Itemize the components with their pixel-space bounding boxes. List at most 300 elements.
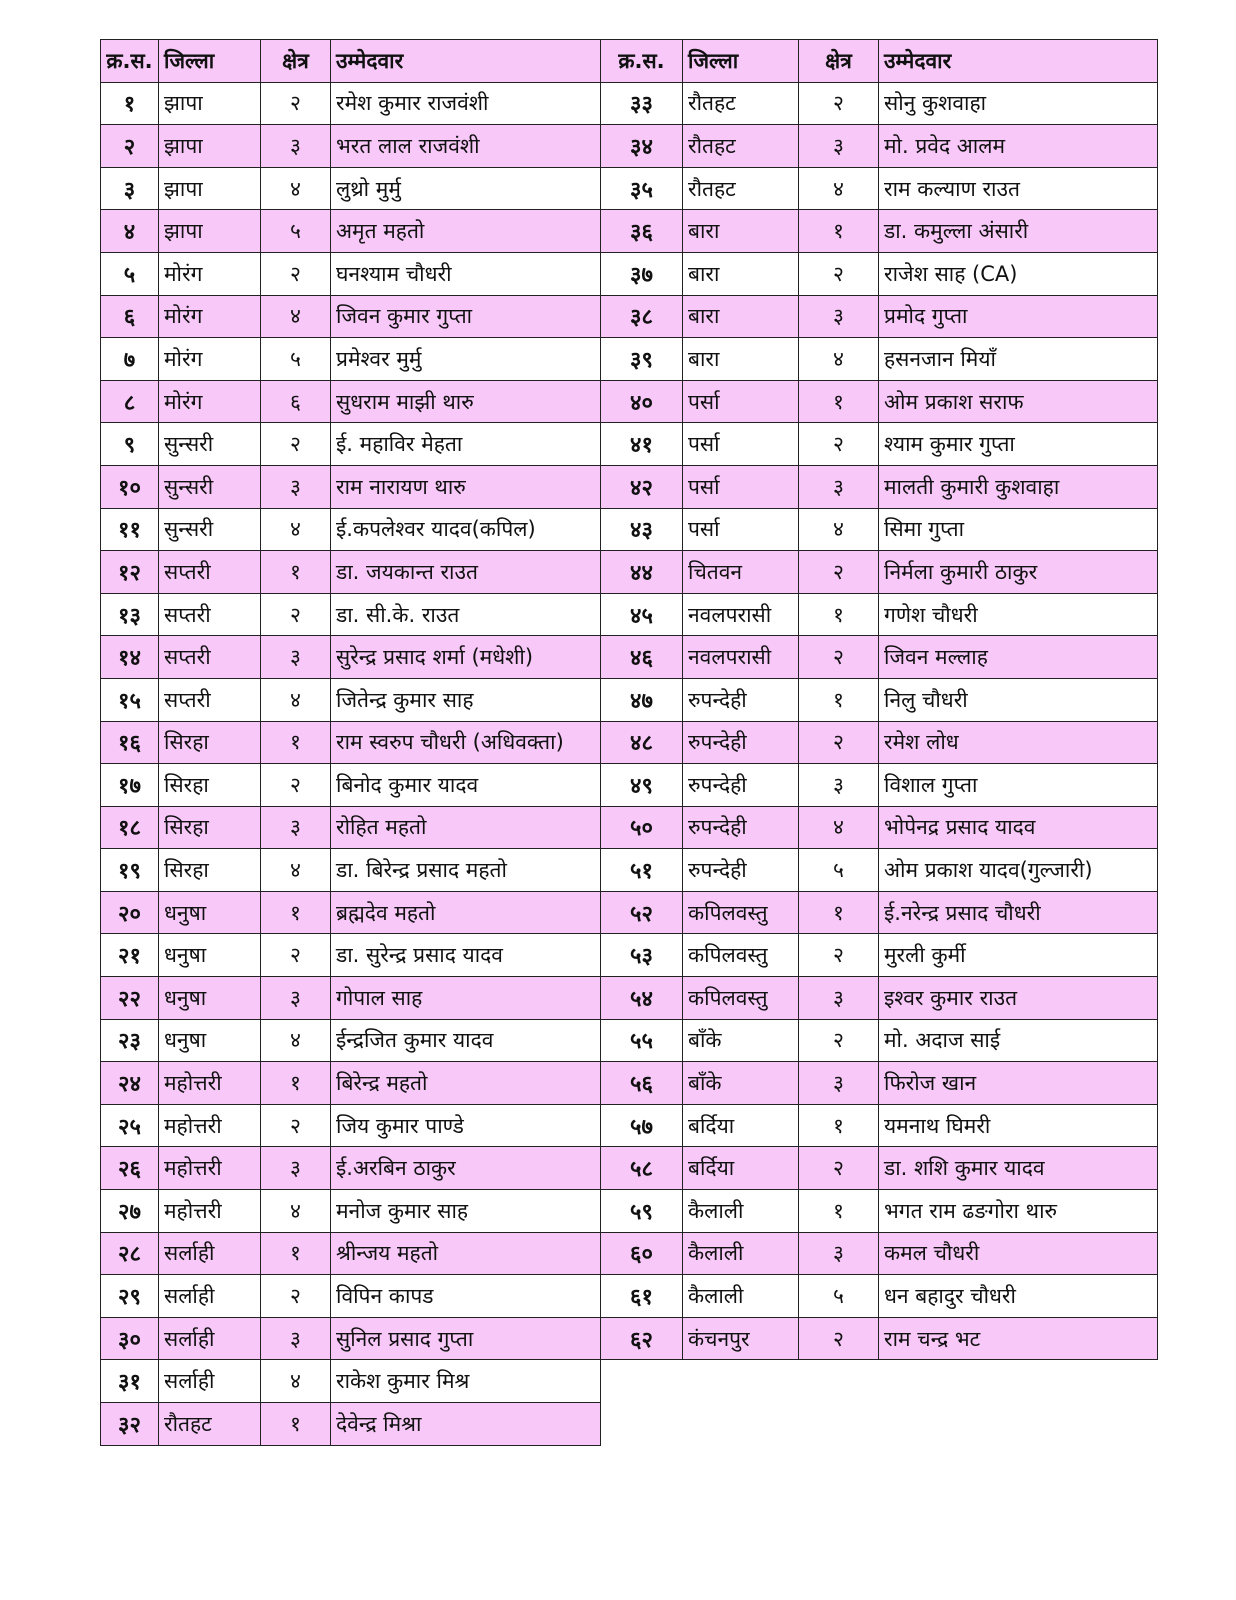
table-row — [601, 721, 1158, 764]
constituency-cell: ३ — [799, 125, 879, 168]
district-cell: सिरहा — [159, 806, 261, 849]
table-row — [601, 252, 1158, 295]
constituency-cell: ४ — [799, 508, 879, 551]
serial-cell: १९ — [101, 849, 159, 892]
serial-cell: २३ — [101, 1019, 159, 1062]
district-cell: महोत्तरी — [159, 1062, 261, 1105]
table-row — [601, 1062, 1158, 1105]
district-cell: सप्तरी — [159, 551, 261, 594]
constituency-cell: ३ — [261, 1147, 331, 1190]
serial-cell: ५० — [601, 806, 683, 849]
constituency-cell: ४ — [799, 806, 879, 849]
constituency-cell: १ — [261, 1403, 331, 1446]
district-cell: महोत्तरी — [159, 1104, 261, 1147]
serial-cell: २९ — [101, 1275, 159, 1318]
district-cell: मोरंग — [159, 380, 261, 423]
table-row — [601, 1275, 1158, 1318]
serial-cell: ६१ — [601, 1275, 683, 1318]
candidate-cell: निलु चौधरी — [879, 678, 1158, 721]
district-cell: धनुषा — [159, 1019, 261, 1062]
district-cell: रुपन्देही — [683, 721, 799, 764]
constituency-cell: २ — [799, 551, 879, 594]
district-cell: मोरंग — [159, 338, 261, 381]
serial-cell: ९ — [101, 423, 159, 466]
table-row — [601, 508, 1158, 551]
district-cell: झापा — [159, 82, 261, 125]
constituency-cell: ३ — [261, 977, 331, 1020]
district-cell: झापा — [159, 125, 261, 168]
table-row — [601, 82, 1158, 125]
table-row — [101, 125, 601, 168]
constituency-cell: ४ — [799, 338, 879, 381]
constituency-cell: १ — [261, 891, 331, 934]
candidate-cell: सिमा गुप्ता — [879, 508, 1158, 551]
table-row — [601, 593, 1158, 636]
table-row — [101, 295, 601, 338]
constituency-cell: २ — [261, 1104, 331, 1147]
district-cell: बारा — [683, 252, 799, 295]
serial-cell: ३० — [101, 1317, 159, 1360]
district-cell: मोरंग — [159, 252, 261, 295]
table-row — [101, 338, 601, 381]
table-row — [101, 252, 601, 295]
serial-cell: ५९ — [601, 1190, 683, 1233]
candidate-cell: डा. शशि कुमार यादव — [879, 1147, 1158, 1190]
candidate-table-left — [100, 39, 601, 1446]
candidate-cell: डा. सी.के. राउत — [331, 593, 601, 636]
candidate-cell: यमनाथ घिमरी — [879, 1104, 1158, 1147]
constituency-cell: २ — [799, 934, 879, 977]
header-district: जिल्ला — [683, 40, 799, 83]
header-serial: क्र.स. — [601, 40, 683, 83]
serial-cell: ६० — [601, 1232, 683, 1275]
table-row — [601, 1104, 1158, 1147]
serial-cell: १० — [101, 465, 159, 508]
serial-cell: ४९ — [601, 764, 683, 807]
table-row — [601, 678, 1158, 721]
candidate-cell: बिनोद कुमार यादव — [331, 764, 601, 807]
candidate-cell: प्रमोद गुप्ता — [879, 295, 1158, 338]
constituency-cell: २ — [261, 934, 331, 977]
serial-cell: २ — [101, 125, 159, 168]
constituency-cell: २ — [799, 1147, 879, 1190]
serial-cell: ३८ — [601, 295, 683, 338]
serial-cell: ६२ — [601, 1317, 683, 1360]
serial-cell: ४६ — [601, 636, 683, 679]
serial-cell: २१ — [101, 934, 159, 977]
serial-cell: ५६ — [601, 1062, 683, 1105]
constituency-cell: ३ — [261, 1317, 331, 1360]
candidate-cell: लुथ्रो मुर्मु — [331, 167, 601, 210]
serial-cell: ३४ — [601, 125, 683, 168]
candidate-cell: भोपेनद्र प्रसाद यादव — [879, 806, 1158, 849]
candidate-cell: सुधराम माझी थारु — [331, 380, 601, 423]
table-row — [601, 295, 1158, 338]
serial-cell: १८ — [101, 806, 159, 849]
district-cell: रौतहट — [683, 167, 799, 210]
right-table-body — [601, 40, 1158, 1360]
district-cell: नवलपरासी — [683, 593, 799, 636]
table-row — [601, 636, 1158, 679]
constituency-cell: १ — [799, 380, 879, 423]
candidate-cell: जिवन मल्लाह — [879, 636, 1158, 679]
candidate-cell: डा. कमुल्ला अंसारी — [879, 210, 1158, 253]
candidate-cell: विपिन कापड — [331, 1275, 601, 1318]
candidate-cell: कमल चौधरी — [879, 1232, 1158, 1275]
candidate-cell: रमेश लोध — [879, 721, 1158, 764]
constituency-cell: २ — [261, 764, 331, 807]
candidate-cell: धन बहादुर चौधरी — [879, 1275, 1158, 1318]
serial-cell: २८ — [101, 1232, 159, 1275]
candidate-cell: ई. महाविर मेहता — [331, 423, 601, 466]
district-cell: कपिलवस्तु — [683, 891, 799, 934]
serial-cell: ३९ — [601, 338, 683, 381]
district-cell: कपिलवस्तु — [683, 977, 799, 1020]
table-row — [101, 891, 601, 934]
district-cell: रुपन्देही — [683, 849, 799, 892]
candidate-cell: रोहित महतो — [331, 806, 601, 849]
candidate-cell: राम चन्द्र भट — [879, 1317, 1158, 1360]
serial-cell: २७ — [101, 1190, 159, 1233]
table-row — [101, 593, 601, 636]
serial-cell: २० — [101, 891, 159, 934]
serial-cell: ५८ — [601, 1147, 683, 1190]
district-cell: बारा — [683, 210, 799, 253]
constituency-cell: ६ — [261, 380, 331, 423]
district-cell: सप्तरी — [159, 678, 261, 721]
table-row — [101, 82, 601, 125]
candidate-table-right — [600, 39, 1158, 1360]
district-cell: धनुषा — [159, 891, 261, 934]
constituency-cell: ३ — [799, 977, 879, 1020]
table-row — [601, 551, 1158, 594]
table-row — [101, 1403, 601, 1446]
table-row — [601, 934, 1158, 977]
header-row — [101, 40, 601, 83]
candidate-cell: ई.अरबिन ठाकुर — [331, 1147, 601, 1190]
header-candidate: उम्मेदवार — [331, 40, 601, 83]
district-cell: सुन्सरी — [159, 465, 261, 508]
candidate-cell: डा. बिरेन्द्र प्रसाद महतो — [331, 849, 601, 892]
constituency-cell: ४ — [261, 1360, 331, 1403]
serial-cell: ४ — [101, 210, 159, 253]
table-row — [601, 210, 1158, 253]
candidate-cell: देवेन्द्र मिश्रा — [331, 1403, 601, 1446]
candidate-cell: इश्वर कुमार राउत — [879, 977, 1158, 1020]
district-cell: बर्दिया — [683, 1104, 799, 1147]
constituency-cell: ५ — [261, 338, 331, 381]
candidate-cell: विशाल गुप्ता — [879, 764, 1158, 807]
constituency-cell: ४ — [261, 1190, 331, 1233]
district-cell: कैलाली — [683, 1232, 799, 1275]
candidate-cell: मुरली कुर्मी — [879, 934, 1158, 977]
district-cell: महोत्तरी — [159, 1190, 261, 1233]
constituency-cell: १ — [261, 721, 331, 764]
candidate-cell: ओम प्रकाश यादव(गुल्जारी) — [879, 849, 1158, 892]
candidate-cell: श्याम कुमार गुप्ता — [879, 423, 1158, 466]
table-row — [101, 1317, 601, 1360]
serial-cell: ४५ — [601, 593, 683, 636]
constituency-cell: १ — [799, 593, 879, 636]
constituency-cell: १ — [261, 551, 331, 594]
district-cell: चितवन — [683, 551, 799, 594]
district-cell: सिरहा — [159, 764, 261, 807]
table-row — [101, 1190, 601, 1233]
constituency-cell: ४ — [261, 849, 331, 892]
candidate-cell: ब्रह्मदेव महतो — [331, 891, 601, 934]
district-cell: रुपन्देही — [683, 764, 799, 807]
serial-cell: ३२ — [101, 1403, 159, 1446]
header-serial: क्र.स. — [101, 40, 159, 83]
constituency-cell: ४ — [261, 678, 331, 721]
table-row — [601, 1232, 1158, 1275]
constituency-cell: २ — [799, 1019, 879, 1062]
district-cell: सुन्सरी — [159, 508, 261, 551]
constituency-cell: ५ — [261, 210, 331, 253]
table-row — [101, 934, 601, 977]
table-row — [101, 423, 601, 466]
constituency-cell: १ — [261, 1232, 331, 1275]
table-row — [101, 849, 601, 892]
constituency-cell: २ — [799, 721, 879, 764]
table-row — [101, 508, 601, 551]
district-cell: रुपन्देही — [683, 678, 799, 721]
table-row — [101, 465, 601, 508]
table-row — [601, 1317, 1158, 1360]
serial-cell: ४४ — [601, 551, 683, 594]
district-cell: बाँके — [683, 1019, 799, 1062]
candidate-cell: ईन्द्रजित कुमार यादव — [331, 1019, 601, 1062]
table-row — [101, 167, 601, 210]
table-row — [101, 764, 601, 807]
district-cell: मोरंग — [159, 295, 261, 338]
constituency-cell: ४ — [261, 508, 331, 551]
serial-cell: ३७ — [601, 252, 683, 295]
table-row — [101, 1104, 601, 1147]
district-cell: नवलपरासी — [683, 636, 799, 679]
constituency-cell: १ — [261, 1062, 331, 1105]
district-cell: धनुषा — [159, 934, 261, 977]
serial-cell: १३ — [101, 593, 159, 636]
serial-cell: २२ — [101, 977, 159, 1020]
candidate-cell: निर्मला कुमारी ठाकुर — [879, 551, 1158, 594]
serial-cell: ११ — [101, 508, 159, 551]
constituency-cell: २ — [261, 423, 331, 466]
constituency-cell: ३ — [799, 1062, 879, 1105]
district-cell: सप्तरी — [159, 636, 261, 679]
candidate-cell: राम नारायण थारु — [331, 465, 601, 508]
table-row — [101, 1147, 601, 1190]
constituency-cell: ३ — [261, 636, 331, 679]
constituency-cell: ४ — [799, 167, 879, 210]
table-row — [101, 551, 601, 594]
district-cell: धनुषा — [159, 977, 261, 1020]
constituency-cell: २ — [261, 252, 331, 295]
serial-cell: ४२ — [601, 465, 683, 508]
candidate-cell: ई.नरेन्द्र प्रसाद चौधरी — [879, 891, 1158, 934]
serial-cell: ३३ — [601, 82, 683, 125]
table-row — [101, 806, 601, 849]
header-constituency: क्षेत्र — [261, 40, 331, 83]
serial-cell: ५ — [101, 252, 159, 295]
district-cell: कैलाली — [683, 1275, 799, 1318]
table-row — [601, 1019, 1158, 1062]
table-row — [601, 167, 1158, 210]
serial-cell: ५७ — [601, 1104, 683, 1147]
table-row — [601, 1190, 1158, 1233]
serial-cell: ३१ — [101, 1360, 159, 1403]
constituency-cell: ४ — [261, 167, 331, 210]
candidate-cell: जितेन्द्र कुमार साह — [331, 678, 601, 721]
candidate-cell: जिय कुमार पाण्डे — [331, 1104, 601, 1147]
table-row — [101, 636, 601, 679]
candidate-cell: घनश्याम चौधरी — [331, 252, 601, 295]
serial-cell: २४ — [101, 1062, 159, 1105]
candidate-cell: ओम प्रकाश सराफ — [879, 380, 1158, 423]
district-cell: सप्तरी — [159, 593, 261, 636]
serial-cell: ३५ — [601, 167, 683, 210]
candidate-cell: राजेश साह (CA) — [879, 252, 1158, 295]
constituency-cell: ५ — [799, 1275, 879, 1318]
candidate-cell: रमेश कुमार राजवंशी — [331, 82, 601, 125]
serial-cell: १५ — [101, 678, 159, 721]
candidate-cell: फिरोज खान — [879, 1062, 1158, 1105]
candidate-cell: बिरेन्द्र महतो — [331, 1062, 601, 1105]
constituency-cell: २ — [799, 252, 879, 295]
district-cell: बर्दिया — [683, 1147, 799, 1190]
candidate-cell: मो. प्रवेद आलम — [879, 125, 1158, 168]
district-cell: पर्सा — [683, 423, 799, 466]
constituency-cell: ३ — [261, 465, 331, 508]
table-row — [601, 891, 1158, 934]
serial-cell: ५२ — [601, 891, 683, 934]
constituency-cell: ५ — [799, 849, 879, 892]
serial-cell: ५३ — [601, 934, 683, 977]
header-row — [601, 40, 1158, 83]
serial-cell: ५४ — [601, 977, 683, 1020]
constituency-cell: २ — [261, 82, 331, 125]
serial-cell: २६ — [101, 1147, 159, 1190]
candidate-cell: मो. अदाज साई — [879, 1019, 1158, 1062]
table-row — [601, 806, 1158, 849]
serial-cell: १४ — [101, 636, 159, 679]
candidate-cell: गोपाल साह — [331, 977, 601, 1020]
table-row — [101, 1232, 601, 1275]
candidate-cell: सुनिल प्रसाद गुप्ता — [331, 1317, 601, 1360]
candidate-cell: मालती कुमारी कुशवाहा — [879, 465, 1158, 508]
serial-cell: ४७ — [601, 678, 683, 721]
header-district: जिल्ला — [159, 40, 261, 83]
table-row — [101, 210, 601, 253]
district-cell: पर्सा — [683, 508, 799, 551]
serial-cell: ४१ — [601, 423, 683, 466]
candidate-cell: सुरेन्द्र प्रसाद शर्मा (मधेशी) — [331, 636, 601, 679]
constituency-cell: ३ — [799, 465, 879, 508]
candidate-cell: ई.कपलेश्वर यादव(कपिल) — [331, 508, 601, 551]
table-row — [101, 1019, 601, 1062]
serial-cell: ४८ — [601, 721, 683, 764]
candidate-cell: राकेश कुमार मिश्र — [331, 1360, 601, 1403]
serial-cell: ६ — [101, 295, 159, 338]
constituency-cell: ३ — [261, 806, 331, 849]
constituency-cell: ३ — [261, 125, 331, 168]
table-row — [101, 977, 601, 1020]
candidate-cell: डा. जयकान्त राउत — [331, 551, 601, 594]
constituency-cell: २ — [799, 1317, 879, 1360]
serial-cell: ५५ — [601, 1019, 683, 1062]
district-cell: सर्लाही — [159, 1317, 261, 1360]
serial-cell: ८ — [101, 380, 159, 423]
table-row — [601, 465, 1158, 508]
constituency-cell: ४ — [261, 1019, 331, 1062]
serial-cell: १२ — [101, 551, 159, 594]
candidate-cell: श्रीन्जय महतो — [331, 1232, 601, 1275]
header-candidate: उम्मेदवार — [879, 40, 1158, 83]
serial-cell: २५ — [101, 1104, 159, 1147]
constituency-cell: ४ — [261, 295, 331, 338]
district-cell: कपिलवस्तु — [683, 934, 799, 977]
table-row — [101, 1275, 601, 1318]
candidate-cell: हसनजान मियाँ — [879, 338, 1158, 381]
table-row — [601, 338, 1158, 381]
table-row — [101, 678, 601, 721]
candidate-cell: मनोज कुमार साह — [331, 1190, 601, 1233]
constituency-cell: १ — [799, 1104, 879, 1147]
candidate-cell: राम स्वरुप चौधरी (अधिवक्ता) — [331, 721, 601, 764]
district-cell: रुपन्देही — [683, 806, 799, 849]
candidate-cell: डा. सुरेन्द्र प्रसाद यादव — [331, 934, 601, 977]
constituency-cell: १ — [799, 1190, 879, 1233]
serial-cell: १ — [101, 82, 159, 125]
constituency-cell: ३ — [799, 1232, 879, 1275]
district-cell: रौतहट — [159, 1403, 261, 1446]
constituency-cell: ३ — [799, 295, 879, 338]
candidate-cell: भगत राम ढङगोरा थारु — [879, 1190, 1158, 1233]
candidate-cell: भरत लाल राजवंशी — [331, 125, 601, 168]
district-cell: कंचनपुर — [683, 1317, 799, 1360]
district-cell: सर्लाही — [159, 1275, 261, 1318]
table-row — [601, 423, 1158, 466]
constituency-cell: १ — [799, 891, 879, 934]
serial-cell: ४३ — [601, 508, 683, 551]
district-cell: बारा — [683, 338, 799, 381]
constituency-cell: १ — [799, 678, 879, 721]
constituency-cell: २ — [261, 593, 331, 636]
serial-cell: ४० — [601, 380, 683, 423]
left-table-body — [101, 40, 601, 1446]
district-cell: पर्सा — [683, 380, 799, 423]
district-cell: सिरहा — [159, 849, 261, 892]
table-row — [101, 1360, 601, 1403]
candidate-cell: प्रमेश्वर मुर्मु — [331, 338, 601, 381]
table-row — [601, 764, 1158, 807]
serial-cell: ३६ — [601, 210, 683, 253]
constituency-cell: २ — [261, 1275, 331, 1318]
header-constituency: क्षेत्र — [799, 40, 879, 83]
district-cell: कैलाली — [683, 1190, 799, 1233]
district-cell: झापा — [159, 167, 261, 210]
district-cell: रौतहट — [683, 82, 799, 125]
table-row — [601, 977, 1158, 1020]
constituency-cell: १ — [799, 210, 879, 253]
constituency-cell: २ — [799, 82, 879, 125]
serial-cell: ५१ — [601, 849, 683, 892]
district-cell: बारा — [683, 295, 799, 338]
constituency-cell: २ — [799, 636, 879, 679]
district-cell: महोत्तरी — [159, 1147, 261, 1190]
candidate-cell: जिवन कुमार गुप्ता — [331, 295, 601, 338]
table-row — [601, 849, 1158, 892]
